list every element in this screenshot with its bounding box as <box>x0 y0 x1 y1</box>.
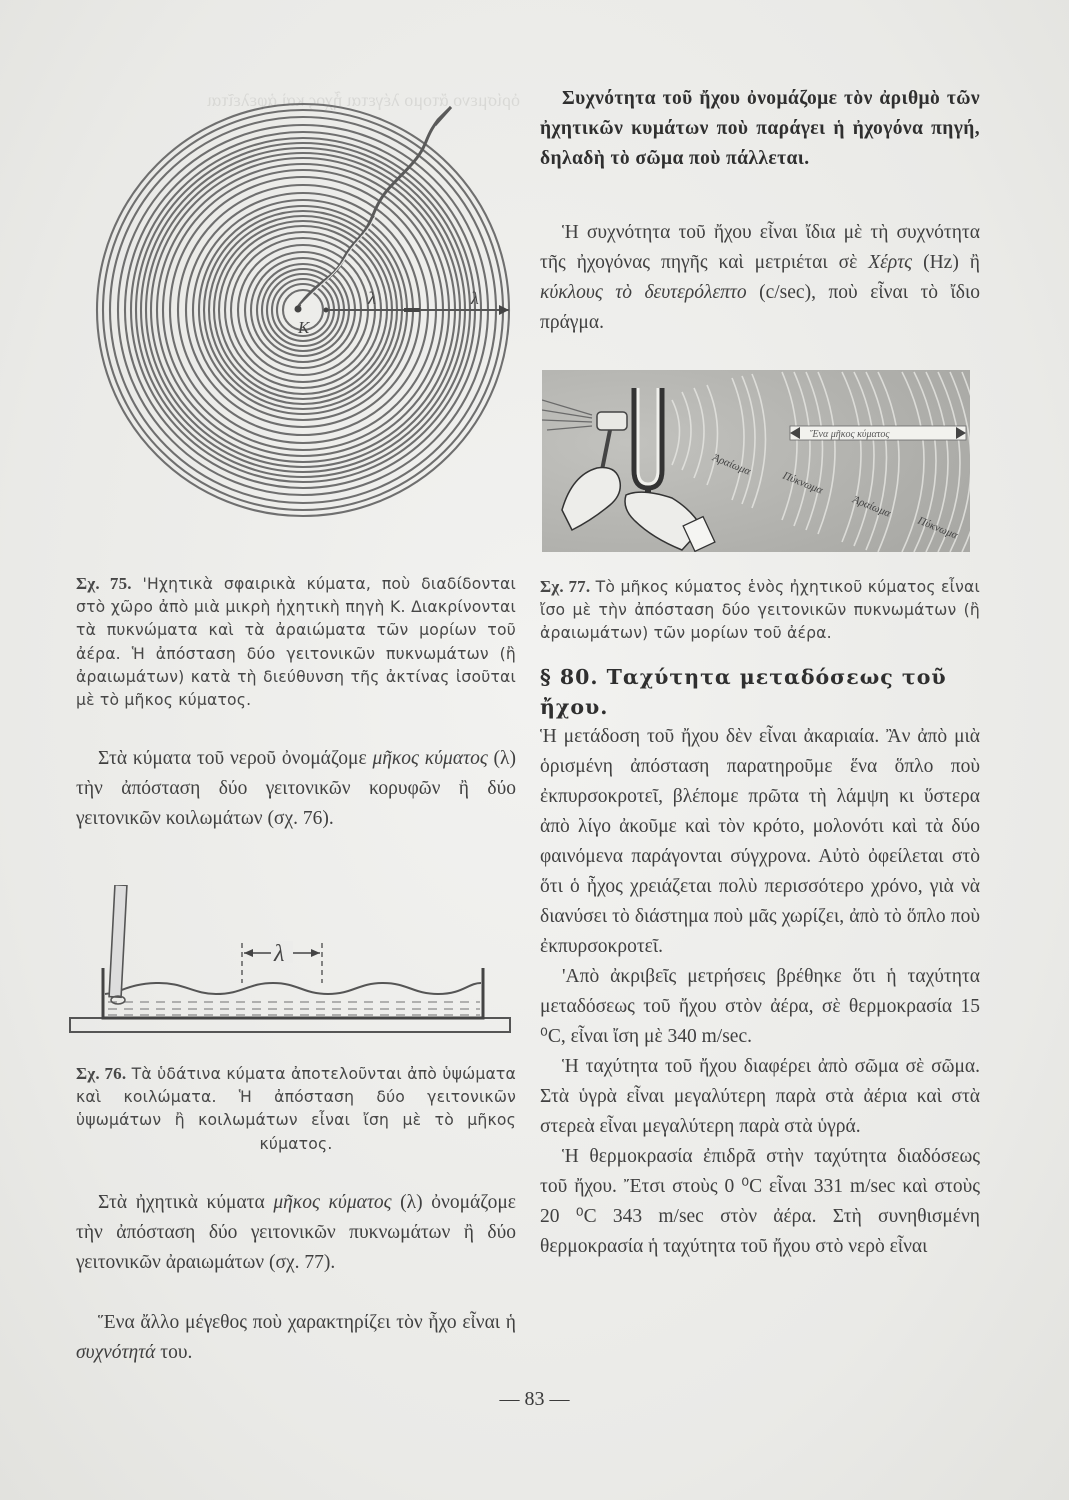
compression-label-2: Πύκνωμα <box>915 514 960 542</box>
text-run: Στὰ κύματα τοῦ νεροῦ ὀνομάζομε <box>98 748 373 769</box>
text-run: Ἡ συχνότητα τοῦ ἤχου εἶναι ἴδια μὲ τὴ συχνότητα τῆς ἠχογόνας πηγῆς καὶ μετριέται σὲ <box>540 222 980 273</box>
text-run: (c/sec), ποὺ εἶναι τὸ ἴδιο πράγμα. <box>540 282 980 333</box>
text-run: (λ) ὀνομάζομε τὴν ἀπόσταση δύο γειτονικῶν πυκνωμάτων ἢ δύο γειτονικῶν ἀραιωμάτων (σχ. 77). <box>76 1192 516 1273</box>
figure-75-caption-text: 'Ηχητικὰ σφαιρικὰ κύματα, ποὺ διαδίδονται στὸ χῶρο ἀπὸ μιὰ μικρὴ ἠχητικὴ πηγὴ Κ. Διακρίνονται τὰ πυκνώματα καὶ τὰ ἀραιώματα τῶν μορίων τοῦ ἀέρα. Ἡ ἀπόσταση δύο γειτονικῶν πυκνωμάτων (ἢ ἀραιωμάτων) κατὰ τὴ διεύθυνση τῆς ἀκτίνας ἰσοῦται μὲ τὸ μῆκος κύματος. <box>76 575 516 710</box>
figure-75-caption <box>76 572 516 712</box>
section-80-paragraph-1: Ἡ μετάδοση τοῦ ἤχου δὲν εἶναι ἀκαριαία. Ἂν ἀπὸ μιὰ ὁρισμένη ἀπόσταση παρατηροῦμε ἕνα ὅπλο ποὺ ἐκπυρσοκροτεῖ, βλέπομε πρῶτα τὴ λάμψη κι ὕστερα ἀπὸ λίγο ἀκοῦμε καὶ τὸν κρότο, μολονότι καὶ τὰ δύο φαινόμενα παράγονται σύγχρονα. Αὐτὸ ὀφείλεται στὸ ὅτι ὁ ἦχος χρειάζεται πολὺ περισσότερο χρόνο, γιὰ νὰ διανύσει τὸ διάστημα ποὺ μᾶς χωρίζει, ἀπὸ τὸ ὅπλο ποὺ ἐκπυρσοκροτεῖ. <box>540 726 980 957</box>
section-80 <box>540 662 980 1262</box>
section-80-paragraph-2: 'Απὸ ἀκριβεῖς μετρήσεις βρέθηκε ὅτι ἡ ταχύτητα μεταδόσεως τοῦ ἤχου στὸν ἀέρα, σὲ θερμοκρασία 15 ⁰C, εἶναι ἴση μὲ 340 m/sec. <box>540 966 980 1047</box>
text-run: Στὰ ἠχητικὰ κύματα <box>98 1192 274 1213</box>
figure-75-label: Σχ. 75. <box>76 574 132 593</box>
text-run: Ἕνα ἄλλο μέγεθος ποὺ χαρακτηρίζει τὸν ἦχο εἶναι ἡ <box>98 1312 516 1333</box>
figure-76-caption <box>76 1062 516 1156</box>
figure-76-water-waves <box>68 885 518 1035</box>
term-hertz: Χέρτς <box>868 252 913 273</box>
source-label-k: K <box>298 318 310 337</box>
rarefaction-label-2: Ἀραίωμα <box>850 493 893 520</box>
section-80-paragraph-3: Ἡ ταχύτητα τοῦ ἤχου διαφέρει ἀπὸ σῶμα σὲ σῶμα. Στὰ ὑγρὰ εἶναι μεγαλύτερη παρὰ στὰ ἀέρια καὶ στὰ στερεὰ εἶναι μεγαλύτερη παρὰ στὰ ὑγρά. <box>540 1056 980 1137</box>
concentric-rings-diagram <box>93 45 513 540</box>
term-wavelength: μῆκος κύματος <box>372 748 488 769</box>
paragraph-frequency-units <box>540 218 980 338</box>
paragraph-water-waves <box>76 744 516 834</box>
rarefaction-label-1: Ἀραίωμα <box>710 451 753 478</box>
term-cycles-per-second: κύκλους τὸ δευτερόλεπτο <box>540 282 747 303</box>
lambda-label: λ <box>274 941 285 967</box>
tuning-fork-illustration <box>542 370 970 552</box>
text-run: (λ) τὴν ἀπόσταση δύο γειτονικῶν κορυφῶν ἢ δύο γειτονικῶν κοιλωμάτων (σχ. 76). <box>76 748 516 829</box>
figure-77-caption-text: Τὸ μῆκος κύματος ἑνὸς ἠχητικοῦ κύματος εἶναι ἴσο μὲ τὴν ἀπόσταση δύο γειτονικῶν πυκνωμάτων (ἢ ἀραιωμάτων) τῶν μορίων τοῦ ἀέρα. <box>540 578 981 643</box>
lambda-label-2: λ <box>471 288 479 308</box>
wavelength-banner-label: Ἕνα μῆκος κύματος <box>810 429 890 440</box>
water-tank-diagram <box>68 885 518 1035</box>
section-80-paragraph-4: Ἡ θερμοκρασία ἐπιδρᾶ στὴν ταχύτητα διαδόσεως τοῦ ἤχου. Ἔτσι στοὺς 0 ⁰C εἶναι 331 m/sec καὶ στοὺς 20 ⁰C 343 m/sec στὸν ἀέρα. Στὴ συνηθισμένη θερμοκρασία ἡ ταχύτητα τοῦ ἤχου στὸ νερὸ εἶναι <box>540 1146 980 1257</box>
text-run: του. <box>155 1342 193 1363</box>
text-run: (Hz) ἢ <box>912 252 980 273</box>
lambda-label-1: λ <box>368 288 376 308</box>
figure-76-caption-text: Τὰ ὑδάτινα κύματα ἀποτελοῦνται ἀπὸ ὑψώματα καὶ κοιλώματα. Ἡ ἀπόσταση δύο γειτονικῶν ὑψωμάτων ἢ κοιλωμάτων εἶναι ἴση μὲ τὸ μῆκος κύματος. <box>76 1065 516 1153</box>
figure-77-caption <box>540 575 980 646</box>
term-wavelength: μῆκος κύματος <box>273 1192 392 1213</box>
compression-label-1: Πύκνωμα <box>780 469 825 497</box>
paragraph-sound-waves <box>76 1188 516 1278</box>
paragraph-frequency-intro <box>76 1308 516 1368</box>
term-frequency: συχνότητά <box>76 1342 156 1363</box>
figure-76-label: Σχ. 76. <box>76 1064 127 1083</box>
section-80-heading: § 80. Ταχύτητα μεταδόσεως τοῦ ἤχου. <box>540 665 947 719</box>
figure-75-spherical-waves <box>93 45 513 540</box>
bleed-through-text: ὁρίσμενο ἄτομο λέγεται ἦχος καὶ ἀφελεῖται <box>206 90 520 110</box>
frequency-definition: Συχνότητα τοῦ ἤχου ὀνομάζομε τὸν ἀριθμὸ τῶν ἠχητικῶν κυμάτων ποὺ παράγει ἡ ἠχογόνα πηγή, δηλαδὴ τὸ σῶμα ποὺ πάλλεται. <box>540 88 980 169</box>
figure-77-tuning-fork-photo <box>542 370 970 552</box>
figure-77-label: Σχ. 77. <box>540 577 591 596</box>
page-number: — 83 — <box>499 1388 570 1410</box>
